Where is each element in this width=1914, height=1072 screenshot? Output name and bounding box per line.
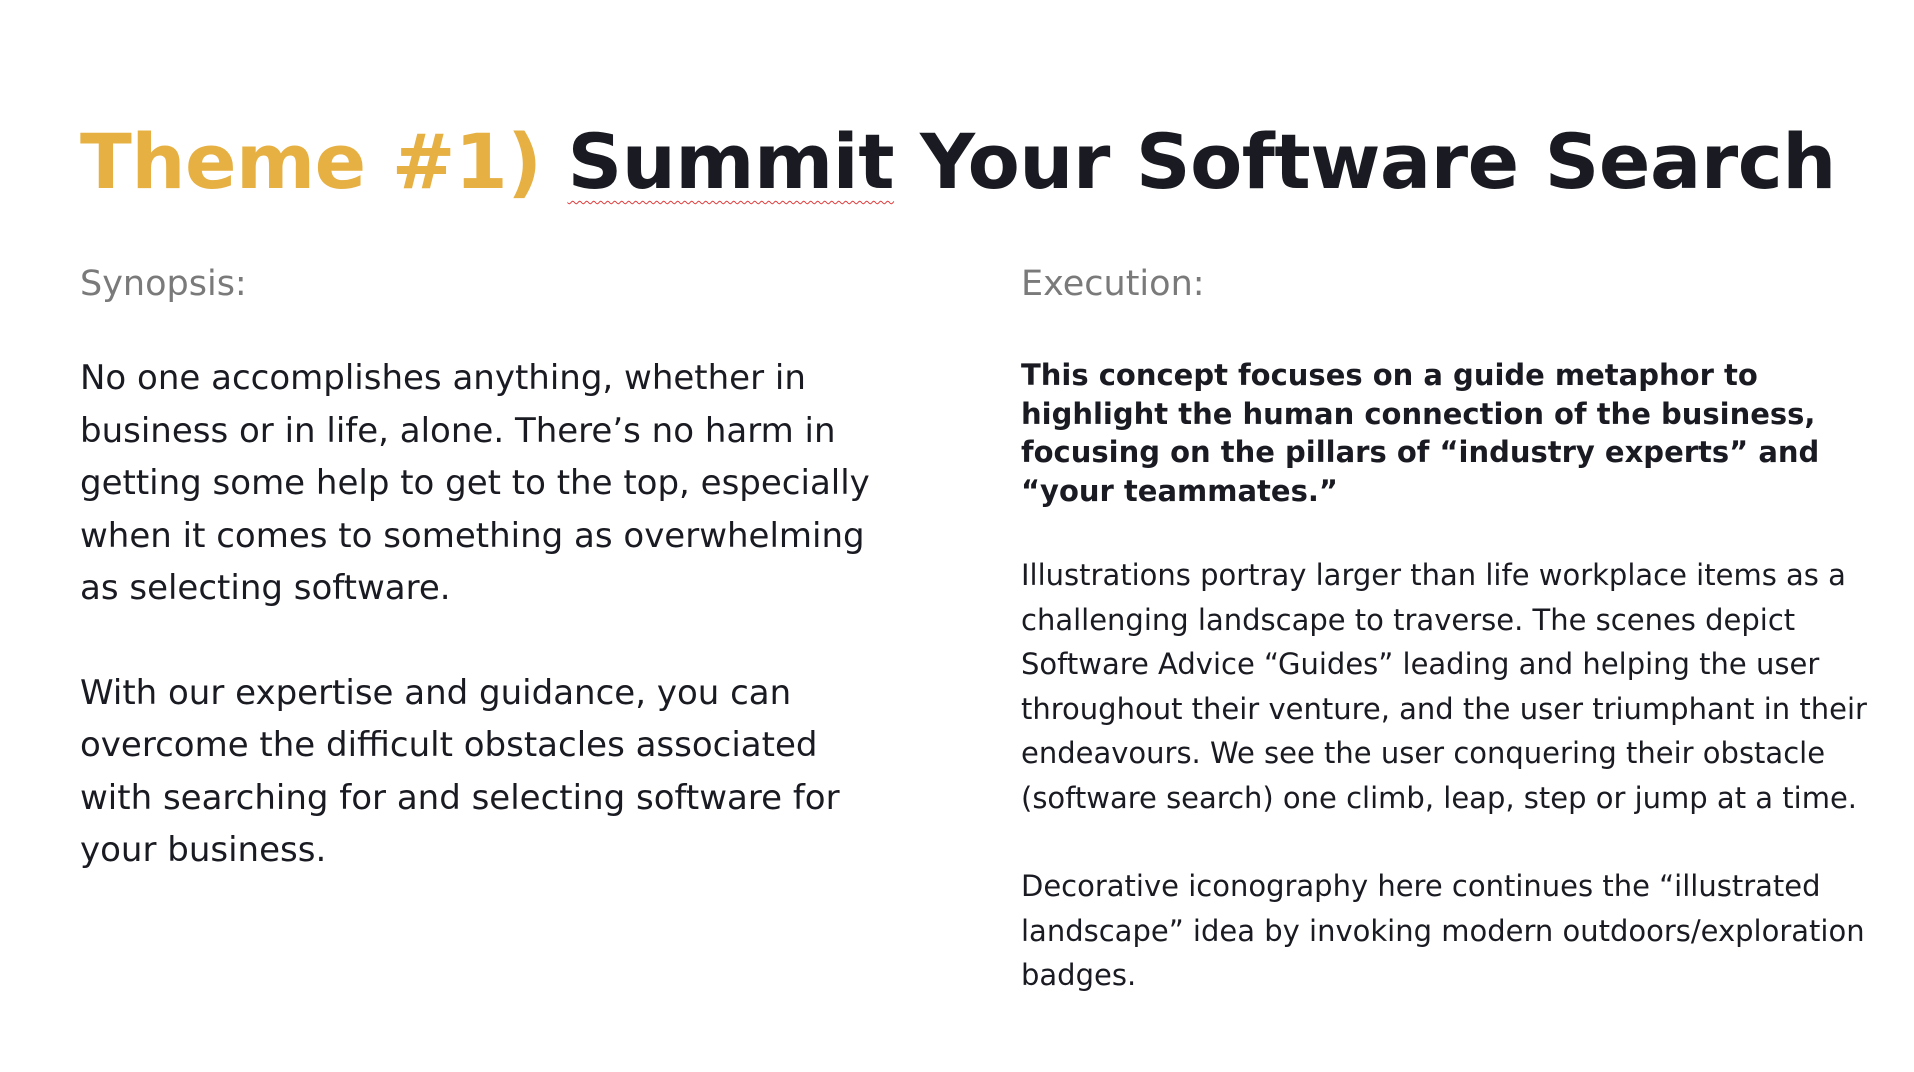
title-rest: Your Software Search [920,117,1836,206]
synopsis-paragraph: With our expertise and guidance, you can overcome the difficult obstacles associated with searching for and selecting software for your business. [80,672,840,870]
execution-lead-paragraph: This concept focuses on a guide metaphor to highlight the human connection of the business, focusing on the pillars of “industry experts” and “your teammates.” [1021,358,1820,508]
slide-title[interactable] [80,112,1836,212]
synopsis-paragraph: No one accomplishes anything, whether in business or in life, alone. There’s no harm in getting some help to get to the top, especially when it comes to something as overwhelming as selecting software. [80,358,870,608]
title-misspelled-word: Summit [567,117,895,206]
execution-label: Execution: [1021,264,1205,304]
execution-paragraph: Decorative iconography here continues the “illustrated landscape” idea by invoking modern outdoors/exploration badges. [1021,869,1865,992]
synopsis-text-box[interactable] [80,352,900,929]
synopsis-label: Synopsis: [80,264,247,304]
execution-text-box[interactable] [1021,356,1881,998]
theme-number: Theme #1) [80,117,542,206]
execution-paragraph: Illustrations portray larger than life workplace items as a challenging landscape to traverse. The scenes depict Software Advice “Guides” leading and helping the user throughout their venture, and the user triumphant in their endeavours. We see the user conquering their obstacle (software search) one climb, leap, step or jump at a time. [1021,558,1867,815]
